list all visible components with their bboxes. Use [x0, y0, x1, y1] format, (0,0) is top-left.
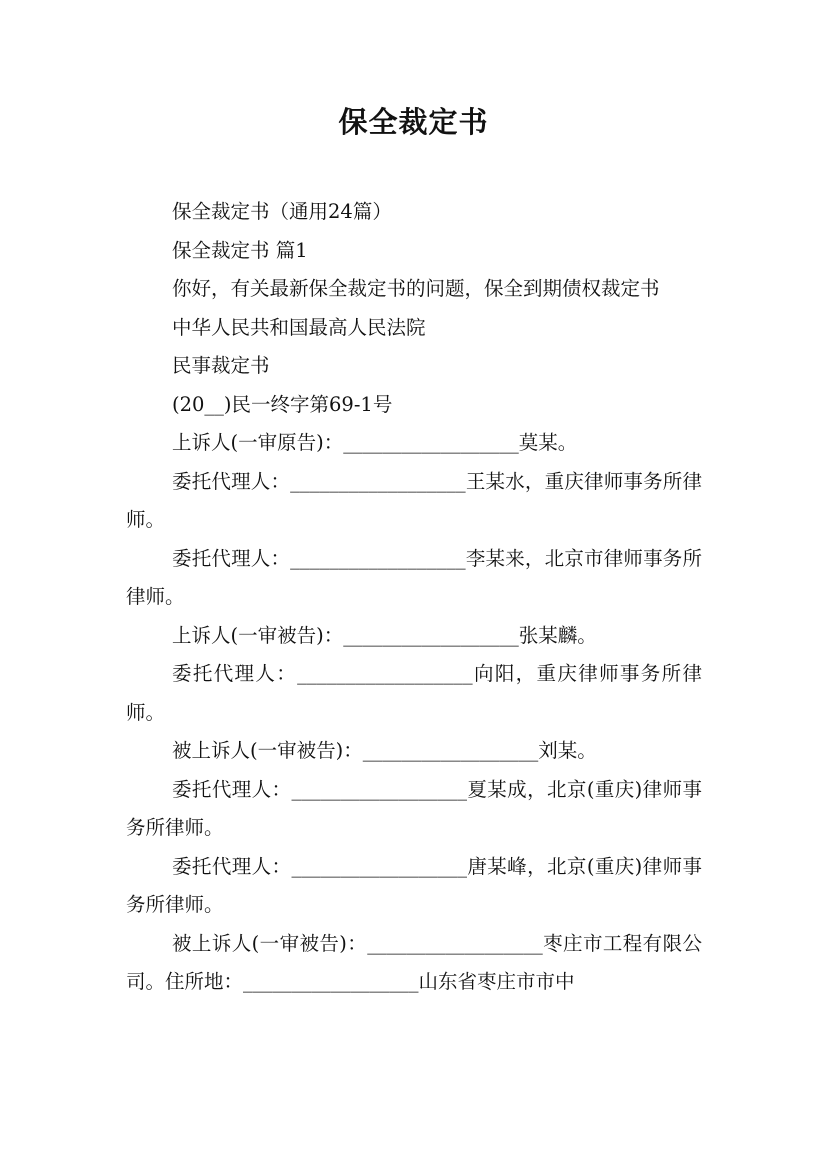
paragraph-agent-1: 委托代理人：__________________王某水，重庆律师事务所律师。: [126, 469, 702, 531]
paragraph-case-number: (20__)民一终字第69-1号: [172, 392, 393, 416]
paragraph-appellee-1: 被上诉人(一审被告)：__________________刘某。: [172, 739, 597, 762]
paragraph-agent-2: 委托代理人：__________________李某来，北京市律师事务所律师。: [126, 546, 702, 608]
paragraph-agent-5: 委托代理人：__________________唐某峰，北京(重庆)律师事务所律师。: [126, 854, 702, 916]
paragraph-collection-title: 保全裁定书（通用24篇）: [172, 200, 392, 223]
document-title: 保全裁定书: [338, 105, 489, 139]
paragraph-agent-4: 委托代理人：__________________夏某成，北京(重庆)律师事务所律师。: [126, 777, 702, 839]
paragraph-intro: 你好，有关最新保全裁定书的问题，保全到期债权裁定书: [172, 277, 660, 300]
paragraph-ruling-type: 民事裁定书: [172, 354, 270, 377]
paragraph-section-heading: 保全裁定书 篇1: [172, 238, 308, 262]
paragraph-appellee-2: 被上诉人(一审被告)：__________________枣庄市工程有限公司。住所地：__________________山东省枣庄市市中: [126, 931, 702, 993]
paragraph-court-name: 中华人民共和国最高人民法院: [172, 315, 426, 339]
paragraph-agent-3: 委托代理人：__________________向阳，重庆律师事务所律师。: [126, 662, 702, 724]
paragraph-appellant-1: 上诉人(一审原告)：__________________莫某。: [172, 431, 578, 454]
document-body: [126, 193, 702, 1002]
paragraph-appellant-2: 上诉人(一审被告)：__________________张某麟。: [172, 623, 597, 647]
